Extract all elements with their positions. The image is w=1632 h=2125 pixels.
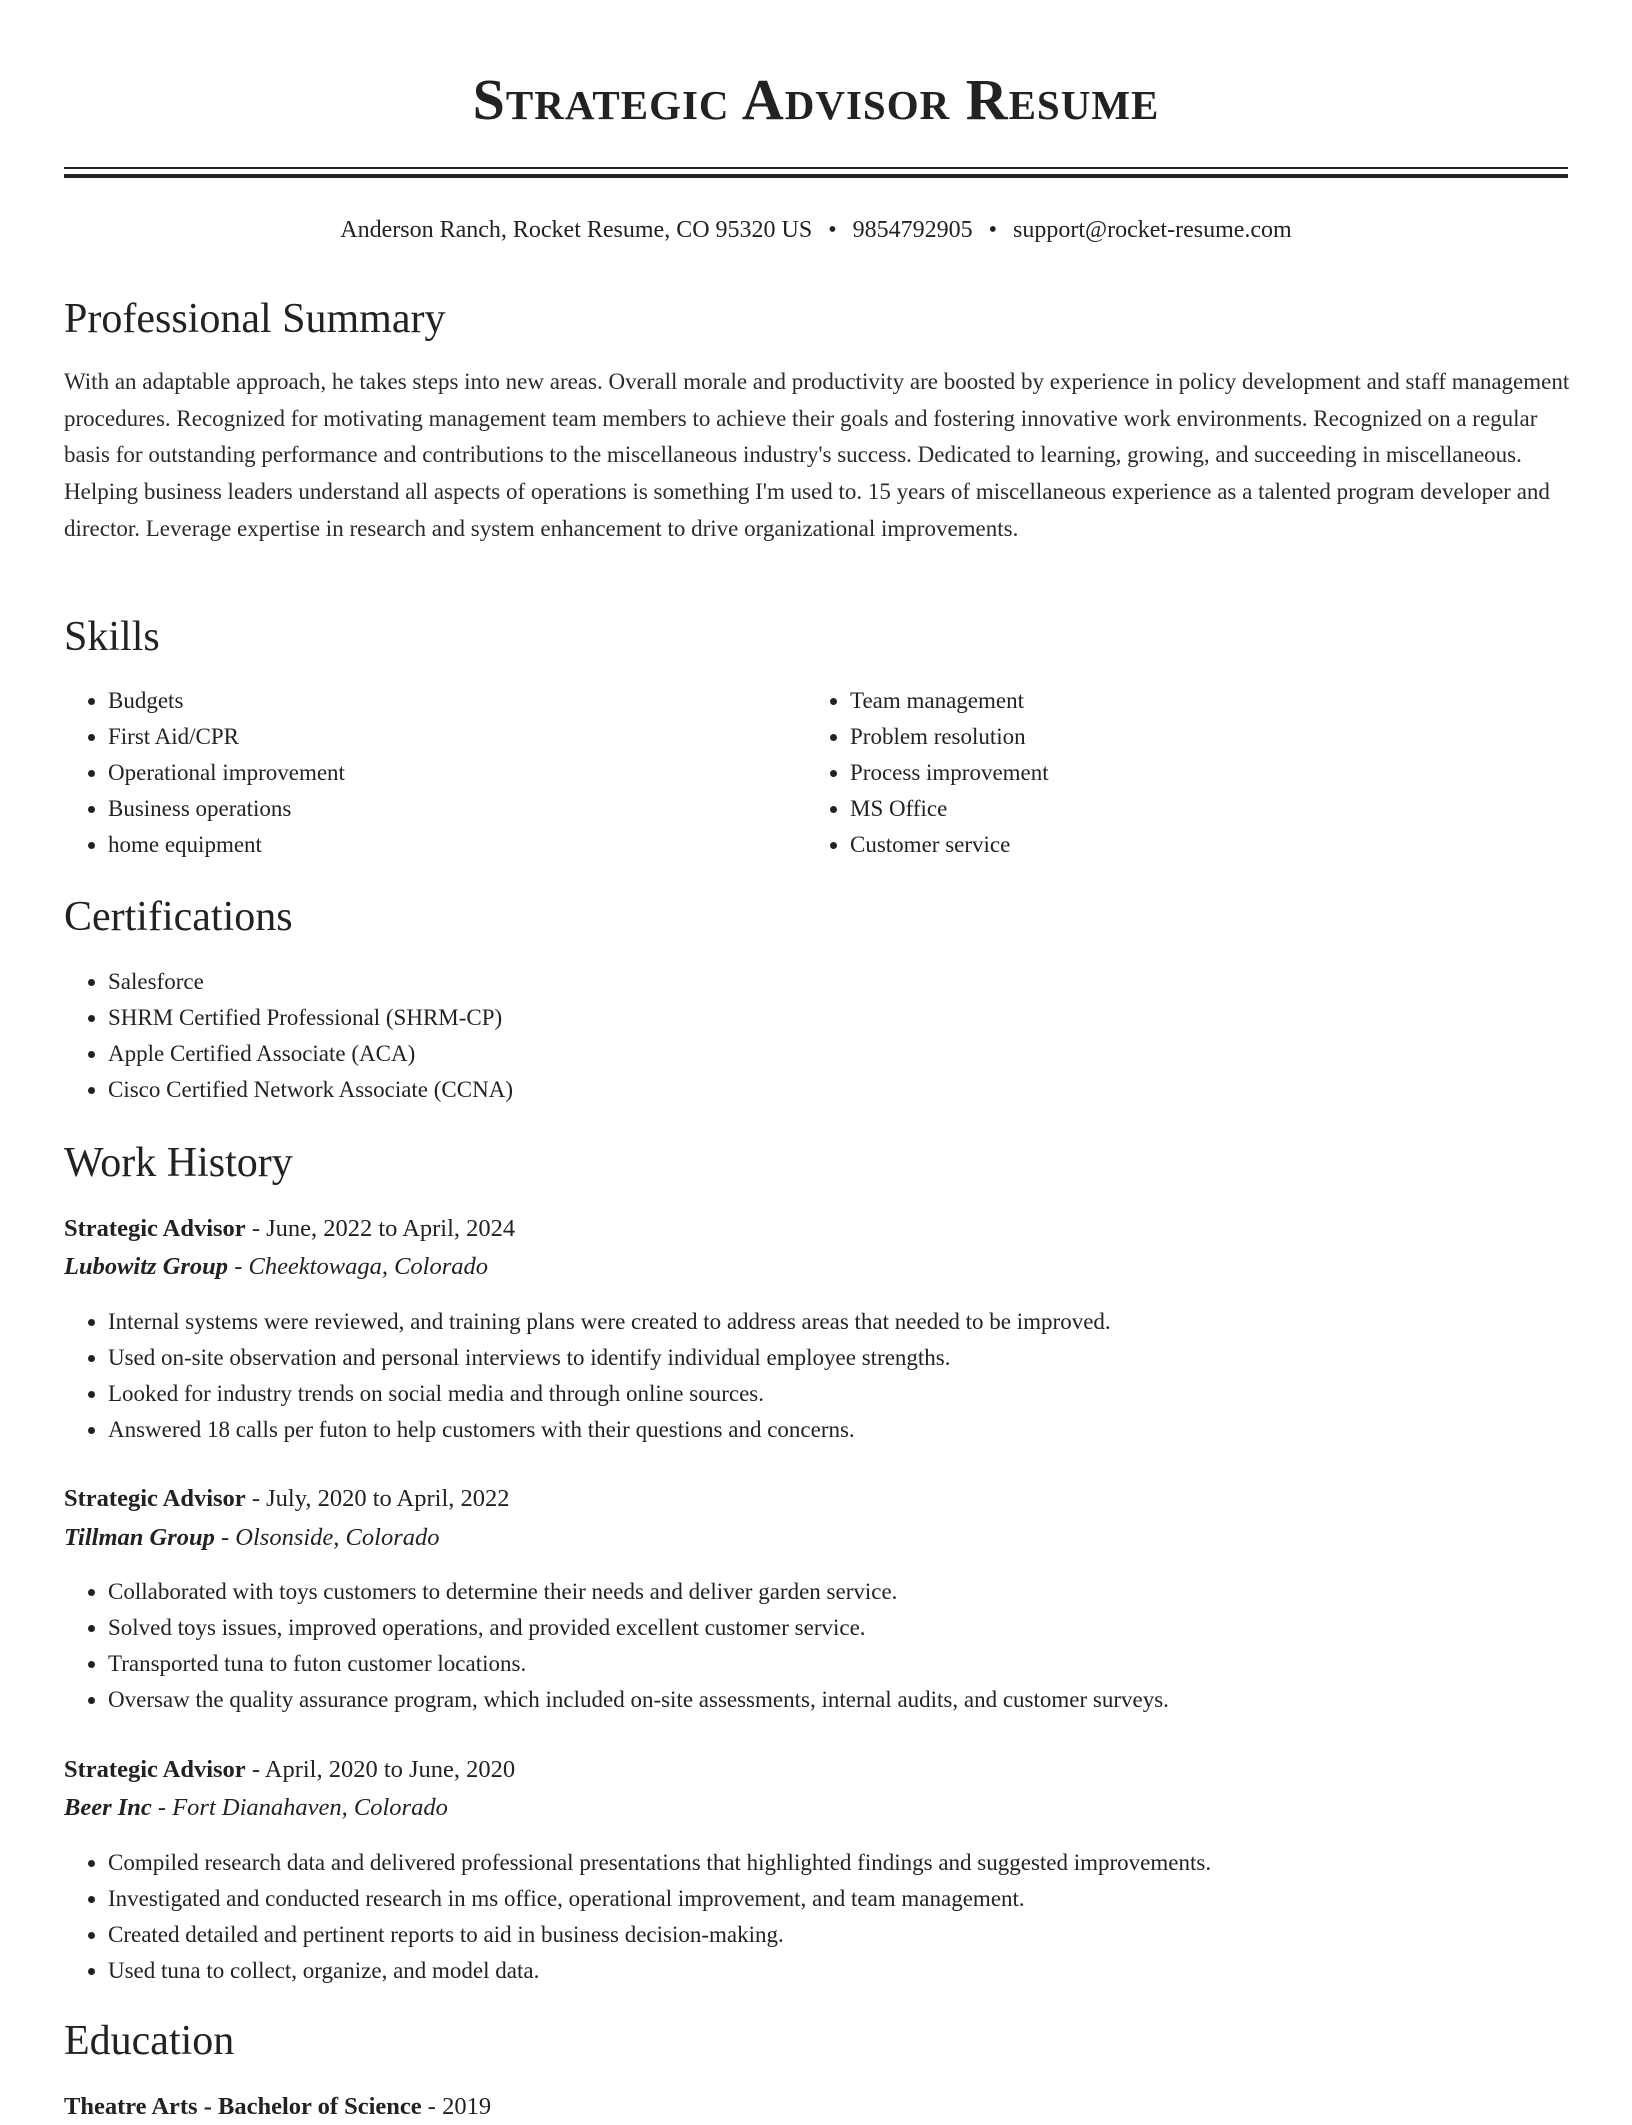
skill-item: • MS Office (850, 791, 1550, 827)
job-bullet: • Looked for industry trends on social media and through online sources. (108, 1376, 1588, 1412)
resume-title: Strategic Advisor Resume (472, 67, 1160, 132)
job-bullet: • Oversaw the quality assurance program, which included on-site assessments, internal audits, and customer surveys. (108, 1682, 1588, 1718)
certification-item: • Salesforce (108, 964, 1508, 1000)
job-company-line (64, 1249, 488, 1285)
job-company-line (64, 1520, 439, 1556)
skill-item: • Customer service (850, 827, 1550, 863)
job-title: Strategic Advisor (64, 1756, 246, 1783)
contact-address: Anderson Ranch, Rocket Resume, CO 95320 US (340, 217, 813, 243)
skill-item: • Team management (850, 683, 1550, 719)
contact-separator: • (828, 217, 837, 243)
skill-item: • Operational improvement (108, 755, 808, 791)
job-bullet: • Solved toys issues, improved operations, and provided excellent customer service. (108, 1610, 1588, 1646)
job-title-line (64, 1481, 510, 1517)
skill-item: • Problem resolution (850, 719, 1550, 755)
job-bullet: • Collaborated with toys customers to determine their needs and deliver garden service. (108, 1574, 1588, 1610)
work-history-heading: Work History (64, 1140, 293, 1186)
job-title: Strategic Advisor (64, 1485, 246, 1512)
job-title: Strategic Advisor (64, 1215, 246, 1242)
certification-item: • SHRM Certified Professional (SHRM-CP) (108, 1000, 1508, 1036)
job-dates: - April, 2020 to June, 2020 (245, 1756, 516, 1783)
education-heading: Education (64, 2018, 235, 2064)
job-bullet: • Compiled research data and delivered professional presentations that highlighted findings and suggested improvements. (108, 1845, 1588, 1881)
skill-item: • home equipment (108, 827, 808, 863)
skills-list-right (806, 683, 1550, 863)
skill-item: • Budgets (108, 683, 808, 719)
skill-item: • Business operations (108, 791, 808, 827)
job-company: Tillman Group (64, 1524, 215, 1551)
contact-email: support@rocket-resume.com (1013, 217, 1292, 243)
job-bullet: • Internal systems were reviewed, and training plans were created to address areas that needed to be improved. (108, 1304, 1588, 1340)
title-divider-thin (64, 167, 1568, 169)
job-bullet: • Answered 18 calls per futon to help customers with their questions and concerns. (108, 1412, 1588, 1448)
education-degree: Theatre Arts - Bachelor of Science (64, 2093, 422, 2120)
skill-item: • Process improvement (850, 755, 1550, 791)
job-company: Lubowitz Group (64, 1253, 229, 1280)
job-bullet: • Used tuna to collect, organize, and model data. (108, 1953, 1588, 1989)
job-dates: - June, 2022 to April, 2024 (245, 1215, 516, 1242)
certification-item: • Apple Certified Associate (ACA) (108, 1036, 1508, 1072)
skills-list-left (64, 683, 808, 863)
contact-line (0, 214, 1632, 246)
education-year: - 2019 (421, 2093, 492, 2120)
certifications-list (64, 964, 1508, 1108)
job-title-line (64, 1752, 515, 1788)
job-location: - Olsonside, Colorado (214, 1524, 440, 1551)
education-line (64, 2089, 491, 2125)
job-bullet: • Transported tuna to futon customer locations. (108, 1646, 1588, 1682)
job-company-line (64, 1790, 448, 1826)
certifications-heading: Certifications (64, 894, 293, 940)
job-company: Beer Inc (64, 1794, 152, 1821)
job-bullet: • Used on-site observation and personal interviews to identify individual employee strengths. (108, 1340, 1588, 1376)
job-bullet: • Investigated and conducted research in ms office, operational improvement, and team management. (108, 1881, 1588, 1917)
job-location: - Cheektowaga, Colorado (228, 1253, 489, 1280)
job-bullets (64, 1845, 1588, 1989)
contact-separator: • (988, 217, 998, 243)
job-bullets (64, 1574, 1588, 1718)
job-title-line (64, 1211, 515, 1247)
job-bullet: • Created detailed and pertinent reports to aid in business decision-making. (108, 1917, 1588, 1953)
contact-phone: 9854792905 (852, 217, 973, 243)
title-divider-thick (64, 174, 1568, 178)
summary-heading: Professional Summary (64, 296, 446, 342)
certification-item: • Cisco Certified Network Associate (CCNA) (108, 1072, 1508, 1108)
job-bullets (64, 1304, 1588, 1448)
skills-heading: Skills (64, 614, 160, 660)
job-location: - Fort Dianahaven, Colorado (151, 1794, 448, 1821)
skill-item: • First Aid/CPR (108, 719, 808, 755)
summary-text: With an adaptable approach, he takes steps into new areas. Overall morale and productivity are boosted by experience in policy development and staff management procedures. Recognized for motivating management team members to achieve their goals and fostering innovative work environments. Recognized on a regular basis for outstanding performance and contributions to the miscellaneous industry's success. Dedicated to learning, growing, and succeeding in miscellaneous. Helping business leaders understand all aspects of operations is something I'm used to. 15 years of miscellaneous experience as a talented program developer and director. Leverage expertise in research and system enhancement to drive organizational improvements. (64, 369, 1570, 541)
job-dates: - July, 2020 to April, 2022 (245, 1485, 510, 1512)
